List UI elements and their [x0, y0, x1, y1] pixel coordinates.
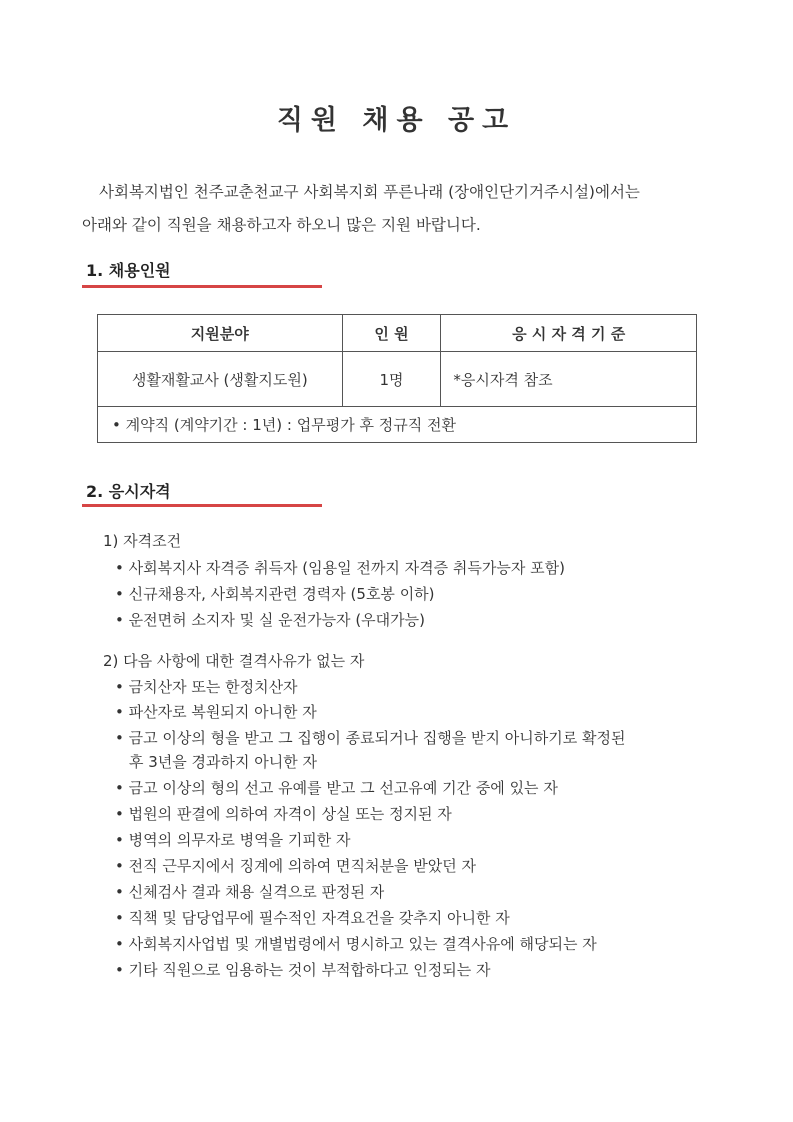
- section-title-qualifications: 2. 응시자격: [86, 482, 171, 501]
- list-item-continuation: 후 3년을 경과하지 아니한 자: [129, 753, 318, 771]
- section-underline-recruit: [82, 285, 322, 288]
- contract-note: • 계약직 (계약기간 : 1년) : 업무평가 후 정규직 전환: [98, 407, 697, 443]
- list-item: • 신체검사 결과 채용 실격으로 판정된 자: [115, 883, 385, 901]
- qual-subtitle-2: 2) 다음 사항에 대한 결격사유가 없는 자: [103, 652, 365, 670]
- header-field: 지원분야: [98, 315, 343, 352]
- list-item: • 사회복지사 자격증 취득자 (임용일 전까지 자격증 취득가능자 포함): [115, 559, 565, 577]
- cell-criteria: *응시자격 참조: [441, 352, 697, 407]
- intro-line-1: 사회복지법인 천주교춘천교구 사회복지회 푸른나래 (장애인단기거주시설)에서는: [99, 183, 640, 201]
- section-underline-qualifications: [82, 504, 322, 507]
- list-item: • 기타 직원으로 임용하는 것이 부적합하다고 인정되는 자: [115, 961, 491, 979]
- list-item: • 금고 이상의 형의 선고 유예를 받고 그 선고유예 기간 중에 있는 자: [115, 779, 558, 797]
- list-item: • 전직 근무지에서 징계에 의하여 면직처분을 받았던 자: [115, 857, 477, 875]
- header-count: 인 원: [342, 315, 441, 352]
- list-item: • 금고 이상의 형을 받고 그 집행이 종료되거나 집행을 받지 아니하기로 확정된: [115, 729, 626, 747]
- cell-count: 1명: [342, 352, 441, 407]
- intro-line-2: 아래와 같이 직원을 채용하고자 하오니 많은 지원 바랍니다.: [82, 216, 481, 234]
- list-item: • 운전면허 소지자 및 실 운전가능자 (우대가능): [115, 611, 425, 629]
- recruit-table: [97, 314, 697, 443]
- section-title-recruit: 1. 채용인원: [86, 261, 171, 280]
- header-criteria: 응 시 자 격 기 준: [441, 315, 697, 352]
- cell-field: 생활재활교사 (생활지도원): [98, 352, 343, 407]
- list-item: • 금치산자 또는 한정치산자: [115, 678, 298, 696]
- list-item: • 신규채용자, 사회복지관련 경력자 (5호봉 이하): [115, 585, 435, 603]
- table-row: [98, 352, 697, 407]
- table-header-row: [98, 315, 697, 352]
- page-title: 직원 채용 공고: [276, 105, 517, 136]
- table-note-row: [98, 407, 697, 443]
- qual-subtitle-1: 1) 자격조건: [103, 532, 182, 550]
- list-item: • 법원의 판결에 의하여 자격이 상실 또는 정지된 자: [115, 805, 452, 823]
- list-item: • 직책 및 담당업무에 필수적인 자격요건을 갖추지 아니한 자: [115, 909, 510, 927]
- intro-paragraph: [82, 176, 732, 242]
- list-item: • 사회복지사업법 및 개별법령에서 명시하고 있는 결격사유에 해당되는 자: [115, 935, 597, 953]
- list-item: • 병역의 의무자로 병역을 기피한 자: [115, 831, 351, 849]
- list-item: • 파산자로 복원되지 아니한 자: [115, 703, 317, 721]
